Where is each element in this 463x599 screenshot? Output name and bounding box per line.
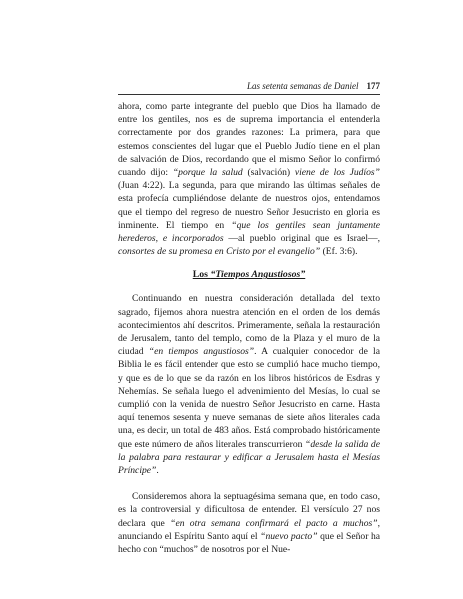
italic-quote: consortes de su promesa en Cristo por el evangelio” xyxy=(118,246,321,258)
running-header xyxy=(118,79,380,93)
text-run: Continuando en nuestra consideración detallada del texto sagrado, fijemos ahora nuestra atención en el orden de los demás acontecimientos ahí descritos. Primeramente, señala la restauración de Jerusalem, tanto del templo, como de la Plaza y el muro de la ciudad xyxy=(118,293,380,358)
running-title: Las setenta semanas de Daniel xyxy=(247,81,359,91)
body-text xyxy=(118,100,380,556)
text-run: (salvación) xyxy=(242,167,295,179)
italic-quote: “que los gentiles sean juntamente herederos, e incorporados xyxy=(118,219,380,245)
text-run: (Ef. 3:6). xyxy=(320,246,358,258)
italic-quote: “porque la salud xyxy=(172,167,243,179)
text-run: —al pueblo original que es Israel—, xyxy=(223,233,380,245)
paragraph-3 xyxy=(118,490,380,556)
text-run: que el Señor ha hecho con “muchos” de nosotros por el Nue- xyxy=(118,530,380,556)
paragraph-1 xyxy=(118,100,380,258)
text-run: Consideremos ahora la septuagésima semana que, en todo caso, es la controversial y dificultosa de entender. El versículo 27 nos declara que xyxy=(118,491,380,529)
italic-quote: “en tiempos angustiosos” xyxy=(148,346,255,358)
section-heading xyxy=(118,268,380,281)
heading-italic: “Tiempos Angustiosos” xyxy=(210,269,306,281)
italic-quote: “en otra semana confirmará el pacto a muchos” xyxy=(170,517,378,529)
text-run: . A cualquier conocedor de la Biblia le es fácil entender que esto se cumplió hace mucho tiempo, y que es de lo que se da razón en los libros históricos de Esdras y Nehemías. Se señala luego el advenimiento del Mesías, lo cual se cumplió con la venida de nuestro Señor Jesucristo en carne. Hasta aquí tenemos sesenta y nueve semanas de siete años literales cada una, es decir, un total de 483 años. Está comprobado históricamente que este número de años literales transcurrieron xyxy=(118,346,380,450)
text-run: . xyxy=(156,465,159,477)
text-run: (Juan 4:22). La segunda, para que mirando las últimas señales de esta profecía cumpliéndose delante de nuestros ojos, entendamos que el tiempo del regreso de nuestro Señor Jesucristo en gloria es inminente. El tiempo en xyxy=(118,180,380,231)
text-run: , anunciando el Espíritu Santo aquí el xyxy=(118,517,381,542)
heading-prefix: Los xyxy=(192,269,211,281)
page-number: 177 xyxy=(366,81,380,91)
paragraph-2 xyxy=(118,292,380,477)
italic-quote: “desde la salida de la palabra para restaurar y edificar a Jerusalem hasta el Mesías Príncipe” xyxy=(118,438,380,477)
italic-quote: “nuevo pacto” xyxy=(260,530,318,542)
header-rule xyxy=(118,94,380,95)
italic-quote: viene de los Judíos” xyxy=(294,167,380,179)
text-run: ahora, como parte integrante del pueblo que Dios ha llamado de entre los gentiles, nos es de suprema importancia el entenderla correctamente por dos grandes razones: La primera, para que estemos conscientes del lugar que el Pueblo Judío tiene en el plan de salvación de Dios, recordando que el mismo Señor lo confirmó cuando dijo: xyxy=(118,101,380,179)
